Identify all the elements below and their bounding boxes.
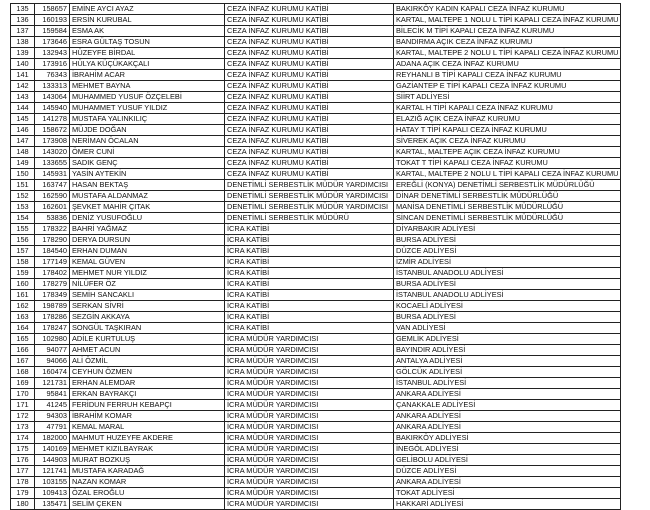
table-row (11, 400, 621, 411)
person-name-cell: MURAT BOZKUŞ (70, 455, 225, 466)
person-name-cell: YASİN AYTEKİN (70, 169, 225, 180)
row-number-cell: 173 (11, 422, 35, 433)
job-title-cell: CEZA İNFAZ KURUMU KATİBİ (225, 169, 394, 180)
table-row (11, 180, 621, 191)
registry-number-cell: 145940 (35, 103, 70, 114)
row-number-cell: 159 (11, 268, 35, 279)
table-row (11, 235, 621, 246)
registry-number-cell: 160474 (35, 367, 70, 378)
row-number-cell: 170 (11, 389, 35, 400)
registry-number-cell: 121741 (35, 466, 70, 477)
registry-number-cell: 159584 (35, 26, 70, 37)
row-number-cell: 138 (11, 37, 35, 48)
person-name-cell: MEHMET KIZILBAYRAK (70, 444, 225, 455)
row-number-cell: 169 (11, 378, 35, 389)
row-number-cell: 140 (11, 59, 35, 70)
table-row (11, 455, 621, 466)
registry-number-cell: 133313 (35, 81, 70, 92)
assigned-unit-cell: İNEGÖL ADLİYESİ (394, 444, 621, 455)
job-title-cell: İCRA MÜDÜR YARDIMCISI (225, 444, 394, 455)
job-title-cell: CEZA İNFAZ KURUMU KATİBİ (225, 26, 394, 37)
registry-number-cell: 158657 (35, 4, 70, 15)
row-number-cell: 160 (11, 279, 35, 290)
assigned-unit-cell: ANKARA ADLİYESİ (394, 411, 621, 422)
registry-number-cell: 141278 (35, 114, 70, 125)
person-name-cell: FERİDUN FERRUH KEBAPÇI (70, 400, 225, 411)
registry-number-cell: 177149 (35, 257, 70, 268)
row-number-cell: 176 (11, 455, 35, 466)
person-name-cell: NİLÜFER ÖZ (70, 279, 225, 290)
job-title-cell: İCRA KATİBİ (225, 279, 394, 290)
assigned-unit-cell: BANDIRMA AÇIK CEZA İNFAZ KURUMU (394, 37, 621, 48)
job-title-cell: İCRA MÜDÜR YARDIMCISI (225, 466, 394, 477)
registry-number-cell: 173646 (35, 37, 70, 48)
registry-number-cell: 103155 (35, 477, 70, 488)
assigned-unit-cell: GAZİANTEP E TİPİ KAPALI CEZA İNFAZ KURUMU (394, 81, 621, 92)
job-title-cell: CEZA İNFAZ KURUMU KATİBİ (225, 92, 394, 103)
registry-number-cell: 173908 (35, 136, 70, 147)
registry-number-cell: 102980 (35, 334, 70, 345)
table-row (11, 81, 621, 92)
job-title-cell: İCRA KATİBİ (225, 323, 394, 334)
assigned-unit-cell: KARTAL, MALTEPE 2 NOLU L TİPİ KAPALI CEZA İNFAZ KURUMU (394, 48, 621, 59)
registry-number-cell: 53836 (35, 213, 70, 224)
table-row (11, 70, 621, 81)
table-row (11, 499, 621, 510)
row-number-cell: 179 (11, 488, 35, 499)
job-title-cell: CEZA İNFAZ KURUMU KATİBİ (225, 59, 394, 70)
row-number-cell: 166 (11, 345, 35, 356)
assigned-unit-cell: ANKARA ADLİYESİ (394, 422, 621, 433)
person-name-cell: MÜJDE DOĞAN (70, 125, 225, 136)
job-title-cell: DENETİMLİ SERBESTLİK MÜDÜRÜ (225, 213, 394, 224)
job-title-cell: İCRA MÜDÜR YARDIMCISI (225, 334, 394, 345)
registry-number-cell: 178322 (35, 224, 70, 235)
table-row (11, 389, 621, 400)
row-number-cell: 145 (11, 114, 35, 125)
row-number-cell: 178 (11, 477, 35, 488)
person-name-cell: KEMAL GÜVEN (70, 257, 225, 268)
assigned-unit-cell: BURSA ADLİYESİ (394, 279, 621, 290)
table-row (11, 15, 621, 26)
registry-number-cell: 94066 (35, 356, 70, 367)
job-title-cell: İCRA MÜDÜR YARDIMCISI (225, 499, 394, 510)
job-title-cell: İCRA MÜDÜR YARDIMCISI (225, 356, 394, 367)
job-title-cell: İCRA MÜDÜR YARDIMCISI (225, 400, 394, 411)
job-title-cell: İCRA MÜDÜR YARDIMCISI (225, 345, 394, 356)
person-name-cell: NERİMAN ÖCALAN (70, 136, 225, 147)
assigned-unit-cell: TOKAT T TİPİ KAPALI CEZA İNFAZ KURUMU (394, 158, 621, 169)
assigned-unit-cell: REYHANLI B TİPİ KAPALI CEZA İNFAZ KURUMU (394, 70, 621, 81)
assigned-unit-cell: ANKARA ADLİYESİ (394, 477, 621, 488)
table-row (11, 444, 621, 455)
assigned-unit-cell: HAKKARİ ADLİYESİ (394, 499, 621, 510)
job-title-cell: CEZA İNFAZ KURUMU KATİBİ (225, 114, 394, 125)
table-row (11, 147, 621, 158)
row-number-cell: 143 (11, 92, 35, 103)
assigned-unit-cell: BAYINDIR ADLİYESİ (394, 345, 621, 356)
job-title-cell: İCRA KATİBİ (225, 257, 394, 268)
assigned-unit-cell: DÜZCE ADLİYESİ (394, 246, 621, 257)
assigned-unit-cell: SİİRT ADLİYESİ (394, 92, 621, 103)
row-number-cell: 150 (11, 169, 35, 180)
row-number-cell: 142 (11, 81, 35, 92)
row-number-cell: 135 (11, 4, 35, 15)
person-name-cell: CEYHUN ÖZMEN (70, 367, 225, 378)
person-name-cell: SONGÜL TAŞKIRAN (70, 323, 225, 334)
table-row (11, 323, 621, 334)
row-number-cell: 155 (11, 224, 35, 235)
table-row (11, 103, 621, 114)
job-title-cell: İCRA KATİBİ (225, 290, 394, 301)
assigned-unit-cell: HATAY T TİPİ KAPALI CEZA İNFAZ KURUMU (394, 125, 621, 136)
registry-number-cell: 198789 (35, 301, 70, 312)
person-name-cell: İBRAHİM ACAR (70, 70, 225, 81)
registry-number-cell: 162590 (35, 191, 70, 202)
assigned-unit-cell: ELAZIĞ AÇIK CEZA İNFAZ KURUMU (394, 114, 621, 125)
job-title-cell: İCRA MÜDÜR YARDIMCISI (225, 411, 394, 422)
person-name-cell: MEHMET NUR YILDIZ (70, 268, 225, 279)
table-row (11, 345, 621, 356)
row-number-cell: 153 (11, 202, 35, 213)
row-number-cell: 175 (11, 444, 35, 455)
assigned-unit-cell: DİYARBAKIR ADLİYESİ (394, 224, 621, 235)
registry-number-cell: 95841 (35, 389, 70, 400)
person-name-cell: DENİZ YUSUFOĞLU (70, 213, 225, 224)
person-name-cell: MUHAMMED YUSUF ÖZÇELEBİ (70, 92, 225, 103)
person-name-cell: NAZAN KOMAR (70, 477, 225, 488)
table-row (11, 202, 621, 213)
table-row (11, 279, 621, 290)
table-row (11, 114, 621, 125)
table-row (11, 312, 621, 323)
person-name-cell: ESRA GÜLTAŞ TOSUN (70, 37, 225, 48)
assigned-unit-cell: VAN ADLİYESİ (394, 323, 621, 334)
person-name-cell: ESMA AK (70, 26, 225, 37)
row-number-cell: 165 (11, 334, 35, 345)
registry-number-cell: 178247 (35, 323, 70, 334)
job-title-cell: CEZA İNFAZ KURUMU KATİBİ (225, 147, 394, 158)
table-row (11, 290, 621, 301)
job-title-cell: İCRA MÜDÜR YARDIMCISI (225, 422, 394, 433)
registry-number-cell: 178290 (35, 235, 70, 246)
job-title-cell: İCRA MÜDÜR YARDIMCISI (225, 389, 394, 400)
person-name-cell: ALİ ÖZMİL (70, 356, 225, 367)
job-title-cell: İCRA KATİBİ (225, 224, 394, 235)
job-title-cell: CEZA İNFAZ KURUMU KATİBİ (225, 4, 394, 15)
assigned-unit-cell: KARTAL, MALTEPE 1 NOLU L TİPİ KAPALI CEZA İNFAZ KURUMU (394, 15, 621, 26)
person-name-cell: ERKAN BAYRAKÇI (70, 389, 225, 400)
table-body (11, 4, 621, 510)
registry-number-cell: 145931 (35, 169, 70, 180)
row-number-cell: 156 (11, 235, 35, 246)
row-number-cell: 158 (11, 257, 35, 268)
person-name-cell: HÜZEYFE BİRDAL (70, 48, 225, 59)
table-row (11, 191, 621, 202)
row-number-cell: 137 (11, 26, 35, 37)
row-number-cell: 136 (11, 15, 35, 26)
assigned-unit-cell: İZMİR ADLİYESİ (394, 257, 621, 268)
person-name-cell: BAHRİ YAĞMAZ (70, 224, 225, 235)
table-row (11, 477, 621, 488)
assigned-unit-cell: BURSA ADLİYESİ (394, 312, 621, 323)
personnel-assignment-table (10, 3, 621, 510)
registry-number-cell: 140169 (35, 444, 70, 455)
registry-number-cell: 132943 (35, 48, 70, 59)
table-row (11, 92, 621, 103)
person-name-cell: ŞEVKET MAHİR ÇITAK (70, 202, 225, 213)
table-row (11, 334, 621, 345)
registry-number-cell: 143064 (35, 92, 70, 103)
row-number-cell: 149 (11, 158, 35, 169)
row-number-cell: 161 (11, 290, 35, 301)
registry-number-cell: 133655 (35, 158, 70, 169)
assigned-unit-cell: GÖLCÜK ADLİYESİ (394, 367, 621, 378)
row-number-cell: 180 (11, 499, 35, 510)
assigned-unit-cell: KOCAELİ ADLİYESİ (394, 301, 621, 312)
assigned-unit-cell: SİNCAN DENETİMLİ SERBESTLİK MÜDÜRLÜĞÜ (394, 213, 621, 224)
table-row (11, 488, 621, 499)
person-name-cell: HASAN BEKTAŞ (70, 180, 225, 191)
table-row (11, 4, 621, 15)
registry-number-cell: 160193 (35, 15, 70, 26)
job-title-cell: DENETİMLİ SERBESTLİK MÜDÜR YARDIMCISI (225, 202, 394, 213)
person-name-cell: HÜLYA KÜÇÜKAKÇALI (70, 59, 225, 70)
table-row (11, 48, 621, 59)
assigned-unit-cell: DÜZCE ADLİYESİ (394, 466, 621, 477)
job-title-cell: CEZA İNFAZ KURUMU KATİBİ (225, 136, 394, 147)
registry-number-cell: 173916 (35, 59, 70, 70)
registry-number-cell: 178349 (35, 290, 70, 301)
assigned-unit-cell: GEMLİK ADLİYESİ (394, 334, 621, 345)
row-number-cell: 139 (11, 48, 35, 59)
person-name-cell: SADIK GENÇ (70, 158, 225, 169)
row-number-cell: 164 (11, 323, 35, 334)
row-number-cell: 162 (11, 301, 35, 312)
job-title-cell: İCRA KATİBİ (225, 301, 394, 312)
table-row (11, 356, 621, 367)
person-name-cell: ADİLE KURTULUŞ (70, 334, 225, 345)
row-number-cell: 168 (11, 367, 35, 378)
assigned-unit-cell: KARTAL H TİPİ KAPALI CEZA İNFAZ KURUMU (394, 103, 621, 114)
registry-number-cell: 162601 (35, 202, 70, 213)
assigned-unit-cell: DİNAR DENETİMLİ SERBESTLİK MÜDÜRLÜĞÜ (394, 191, 621, 202)
table-row (11, 213, 621, 224)
row-number-cell: 177 (11, 466, 35, 477)
assigned-unit-cell: ANKARA ADLİYESİ (394, 389, 621, 400)
assigned-unit-cell: KARTAL, MALTEPE AÇIK CEZA İNFAZ KURUMU (394, 147, 621, 158)
person-name-cell: MEHMET BAYNA (70, 81, 225, 92)
row-number-cell: 154 (11, 213, 35, 224)
assigned-unit-cell: İSTANBUL ANADOLU ADLİYESİ (394, 290, 621, 301)
row-number-cell: 157 (11, 246, 35, 257)
assigned-unit-cell: ÇANAKKALE ADLİYESİ (394, 400, 621, 411)
registry-number-cell: 158672 (35, 125, 70, 136)
person-name-cell: MUSTAFA YALINKILIÇ (70, 114, 225, 125)
assigned-unit-cell: KARTAL, MALTEPE 2 NOLU L TİPİ KAPALI CEZA İNFAZ KURUMU (394, 169, 621, 180)
person-name-cell: AHMET ACUN (70, 345, 225, 356)
registry-number-cell: 121731 (35, 378, 70, 389)
job-title-cell: İCRA MÜDÜR YARDIMCISI (225, 378, 394, 389)
registry-number-cell: 94303 (35, 411, 70, 422)
job-title-cell: İCRA KATİBİ (225, 312, 394, 323)
person-name-cell: MUSTAFA ALDANMAZ (70, 191, 225, 202)
job-title-cell: CEZA İNFAZ KURUMU KATİBİ (225, 48, 394, 59)
person-name-cell: İBRAHİM KOMAR (70, 411, 225, 422)
person-name-cell: MAHMUT HUZEYFE AKDERE (70, 433, 225, 444)
registry-number-cell: 109413 (35, 488, 70, 499)
registry-number-cell: 163747 (35, 180, 70, 191)
row-number-cell: 152 (11, 191, 35, 202)
row-number-cell: 146 (11, 125, 35, 136)
table-row (11, 125, 621, 136)
row-number-cell: 147 (11, 136, 35, 147)
table-row (11, 268, 621, 279)
person-name-cell: ERHAN ALEMDAR (70, 378, 225, 389)
assigned-unit-cell: MANİSA DENETİMLİ SERBESTLİK MÜDÜRLÜĞÜ (394, 202, 621, 213)
table-row (11, 169, 621, 180)
job-title-cell: CEZA İNFAZ KURUMU KATİBİ (225, 15, 394, 26)
assigned-unit-cell: BİLECİK M TİPİ KAPALI CEZA İNFAZ KURUMU (394, 26, 621, 37)
registry-number-cell: 94077 (35, 345, 70, 356)
registry-number-cell: 182000 (35, 433, 70, 444)
table-row (11, 224, 621, 235)
row-number-cell: 167 (11, 356, 35, 367)
job-title-cell: DENETİMLİ SERBESTLİK MÜDÜR YARDIMCISI (225, 180, 394, 191)
assigned-unit-cell: BURSA ADLİYESİ (394, 235, 621, 246)
person-name-cell: DERYA DURSUN (70, 235, 225, 246)
assigned-unit-cell: SİVEREK AÇIK CEZA İNFAZ KURUMU (394, 136, 621, 147)
registry-number-cell: 41245 (35, 400, 70, 411)
assigned-unit-cell: İSTANBUL ANADOLU ADLİYESİ (394, 268, 621, 279)
table-row (11, 433, 621, 444)
job-title-cell: CEZA İNFAZ KURUMU KATİBİ (225, 125, 394, 136)
person-name-cell: KEMAL MARAL (70, 422, 225, 433)
table-row (11, 411, 621, 422)
person-name-cell: MUHAMMET YUSUF YILDIZ (70, 103, 225, 114)
table-row (11, 59, 621, 70)
person-name-cell: EMİNE AYCI AYAZ (70, 4, 225, 15)
table-row (11, 37, 621, 48)
job-title-cell: İCRA MÜDÜR YARDIMCISI (225, 455, 394, 466)
table-row (11, 367, 621, 378)
registry-number-cell: 178279 (35, 279, 70, 290)
job-title-cell: İCRA MÜDÜR YARDIMCISI (225, 433, 394, 444)
table-row (11, 466, 621, 477)
job-title-cell: DENETİMLİ SERBESTLİK MÜDÜR YARDIMCISI (225, 191, 394, 202)
row-number-cell: 172 (11, 411, 35, 422)
job-title-cell: CEZA İNFAZ KURUMU KATİBİ (225, 37, 394, 48)
job-title-cell: İCRA KATİBİ (225, 246, 394, 257)
job-title-cell: CEZA İNFAZ KURUMU KATİBİ (225, 70, 394, 81)
row-number-cell: 174 (11, 433, 35, 444)
table-row (11, 422, 621, 433)
registry-number-cell: 143020 (35, 147, 70, 158)
person-name-cell: SEMİH SANCAKLI (70, 290, 225, 301)
table-row (11, 246, 621, 257)
registry-number-cell: 178286 (35, 312, 70, 323)
table-row (11, 26, 621, 37)
person-name-cell: SEZGİN AKKAYA (70, 312, 225, 323)
assigned-unit-cell: ADANA AÇIK CEZA İNFAZ KURUMU (394, 59, 621, 70)
registry-number-cell: 135471 (35, 499, 70, 510)
registry-number-cell: 144903 (35, 455, 70, 466)
assigned-unit-cell: GELİBOLU ADLİYESİ (394, 455, 621, 466)
table-row (11, 301, 621, 312)
person-name-cell: SERKAN SİVRİ (70, 301, 225, 312)
person-name-cell: ERSİN KURUBAL (70, 15, 225, 26)
registry-number-cell: 47791 (35, 422, 70, 433)
job-title-cell: CEZA İNFAZ KURUMU KATİBİ (225, 103, 394, 114)
table-row (11, 136, 621, 147)
job-title-cell: İCRA KATİBİ (225, 268, 394, 279)
table-row (11, 257, 621, 268)
row-number-cell: 148 (11, 147, 35, 158)
job-title-cell: CEZA İNFAZ KURUMU KATİBİ (225, 81, 394, 92)
assigned-unit-cell: BAKIRKÖY KADIN KAPALI CEZA İNFAZ KURUMU (394, 4, 621, 15)
row-number-cell: 171 (11, 400, 35, 411)
person-name-cell: ÖZAL EROĞLU (70, 488, 225, 499)
job-title-cell: İCRA KATİBİ (225, 235, 394, 246)
assigned-unit-cell: İSTANBUL ADLİYESİ (394, 378, 621, 389)
row-number-cell: 144 (11, 103, 35, 114)
registry-number-cell: 76343 (35, 70, 70, 81)
table-row (11, 158, 621, 169)
job-title-cell: CEZA İNFAZ KURUMU KATİBİ (225, 158, 394, 169)
row-number-cell: 151 (11, 180, 35, 191)
row-number-cell: 163 (11, 312, 35, 323)
registry-number-cell: 184540 (35, 246, 70, 257)
job-title-cell: İCRA MÜDÜR YARDIMCISI (225, 488, 394, 499)
job-title-cell: İCRA MÜDÜR YARDIMCISI (225, 477, 394, 488)
person-name-cell: MUSTAFA KARADAĞ (70, 466, 225, 477)
person-name-cell: ERHAN DUMAN (70, 246, 225, 257)
person-name-cell: ÖMER CUNİ (70, 147, 225, 158)
table-row (11, 378, 621, 389)
person-name-cell: SELİM ÇEKEN (70, 499, 225, 510)
job-title-cell: İCRA MÜDÜR YARDIMCISI (225, 367, 394, 378)
registry-number-cell: 178402 (35, 268, 70, 279)
assigned-unit-cell: EREĞLİ (KONYA) DENETİMLİ SERBESTLİK MÜDÜRLÜĞÜ (394, 180, 621, 191)
assigned-unit-cell: ANTALYA ADLİYESİ (394, 356, 621, 367)
assigned-unit-cell: TOKAT ADLİYESİ (394, 488, 621, 499)
assigned-unit-cell: BAKIRKÖY ADLİYESİ (394, 433, 621, 444)
row-number-cell: 141 (11, 70, 35, 81)
